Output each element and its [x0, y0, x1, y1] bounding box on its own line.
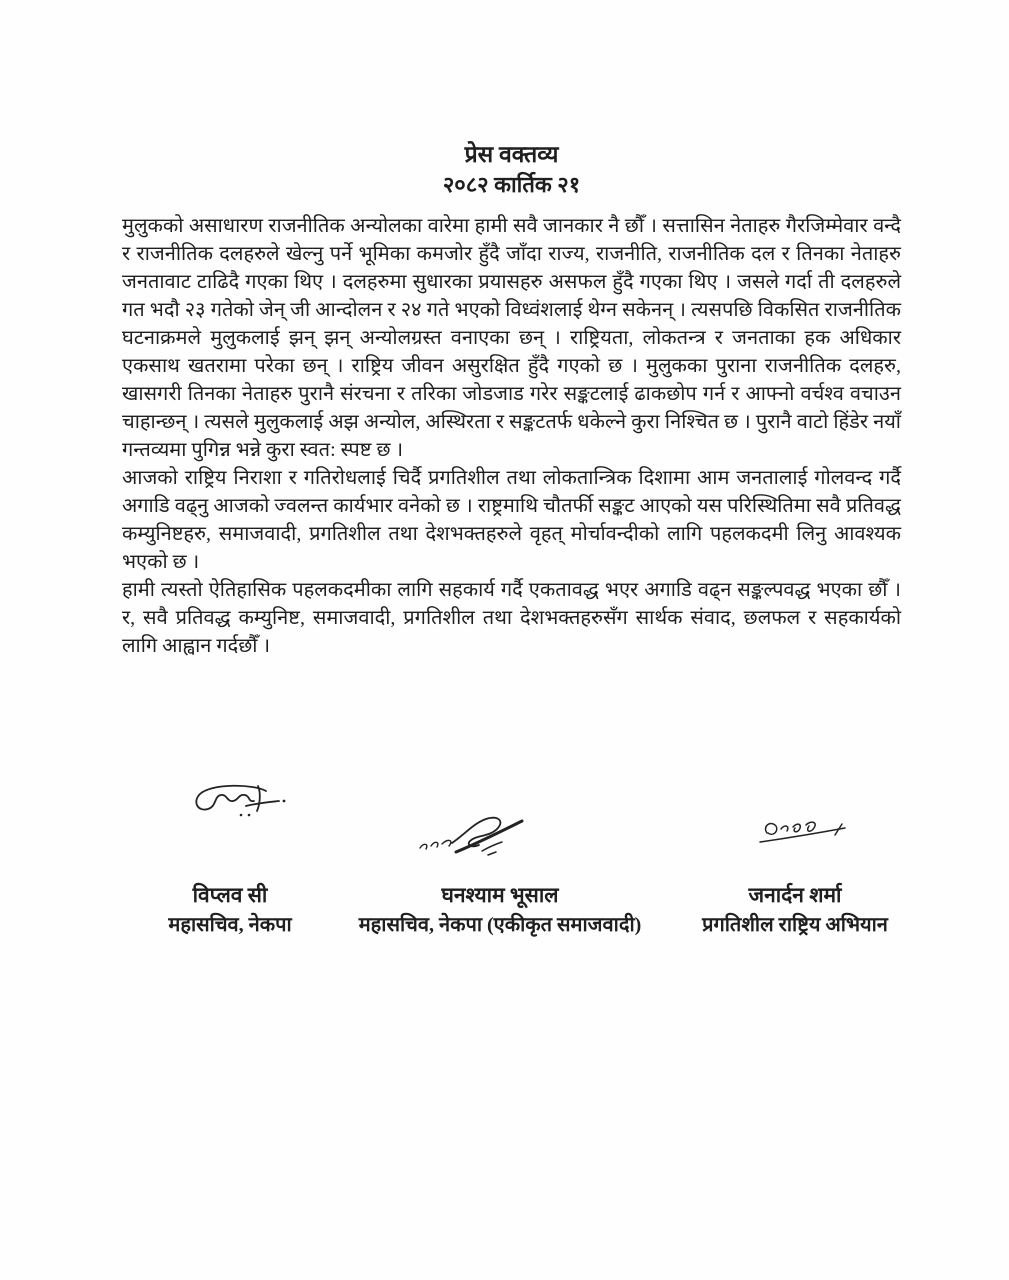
signature-icon	[752, 815, 852, 851]
document-title: प्रेस वक्तव्य	[464, 142, 559, 167]
signatory-name: जनार्दन शर्मा	[748, 883, 842, 907]
signatory-role: महासचिव, नेकपा (एकीकृत समाजवादी)	[358, 914, 642, 936]
signature-icon	[188, 782, 288, 824]
signatory-name: घनश्याम भूसाल	[441, 883, 559, 907]
paragraph-2: आजको राष्ट्रिय निराशा र गतिरोधलाई चिर्दै प्रगतिशील तथा लोकतान्त्रिक दिशामा आम जनतालाई गोलवन्द गर्दै अगाडि वढ्नु आजको ज्वलन्त कार्यभार वनेको छ । राष्ट्रमाथि चौतर्फी सङ्कट आएको यस परिस्थितिमा सवै प्रतिवद्ध कम्युनिष्टहरु, समाजवादी, प्रगतिशील तथा देशभक्तहरुले वृहत् मोर्चावन्दीको लागि पहलकदमी लिनु आवश्यक भएको छ ।	[122, 467, 901, 573]
signatory-name: विप्लव सी	[192, 883, 268, 907]
signatory-role: प्रगतिशील राष्ट्रिय अभियान	[702, 914, 888, 936]
paragraph-1: मुलुकको असाधारण राजनीतिक अन्योलका वारेमा हामी सवै जानकार नै छौँ । सत्तासिन नेताहरु गैरजिम्मेवार वन्दै र राजनीतिक दलहरुले खेल्नु पर्ने भूमिका कमजोर हुँदै जाँदा राज्य, राजनीति, राजनीतिक दल र तिनका नेताहरु जनतावाट टाढिदै गएका थिए । दलहरुमा सुधारका प्रयासहरु असफल हुँदै गएका थिए । जसले गर्दा ती दलहरुले गत भदौ २३ गतेको जेन् जी आन्दोलन र २४ गते भएको विध्वंशलाई थेग्न सकेनन् । त्यसपछि विकसित राजनीतिक घटनाक्रमले मुलुकलाई झन् झन् अन्योलग्रस्त वनाएका छन् । राष्ट्रियता, लोकतन्त्र र जनताका हक अधिकार एकसाथ खतरामा परेका छन् । राष्ट्रिय जीवन असुरक्षित हुँदै गएको छ । मुलुकका पुराना राजनीतिक दलहरु, खासगरी तिनका नेताहरु पुरानै संरचना र तरिका जोडजाड गरेर सङ्कटलाई ढाकछोप गर्न र आफ्नो वर्चश्व वचाउन चाहान्छन् । त्यसले मुलुकलाई अझ अन्योल, अस्थिरता र सङ्कटतर्फ धकेल्ने कुरा निश्चित छ । पुरानै वाटो हिंडेर नयाँ गन्तव्यमा पुगिन्न भन्ने कुरा स्वत: स्पष्ट छ ।	[122, 215, 901, 461]
signatory-role: महासचिव, नेकपा	[168, 914, 292, 936]
document-body	[122, 212, 901, 660]
signature-icon	[412, 806, 534, 858]
signatory-block	[120, 880, 340, 940]
paragraph-3: हामी त्यस्तो ऐतिहासिक पहलकदमीका लागि सहकार्य गर्दै एकतावद्ध भएर अगाडि वढ्न सङ्कल्पवद्ध भएका छौँ । र, सवै प्रतिवद्ध कम्युनिष्ट, समाजवादी, प्रगतिशील तथा देशभक्तहरुसँग सार्थक संवाद, छलफल र सहकार्यको लागि आह्वान गर्दछौँ ।	[122, 579, 901, 657]
signatory-block	[340, 880, 660, 940]
document-date: २०८२ कार्तिक २१	[442, 172, 581, 197]
signatory-block	[665, 880, 925, 940]
document-header	[122, 140, 901, 200]
